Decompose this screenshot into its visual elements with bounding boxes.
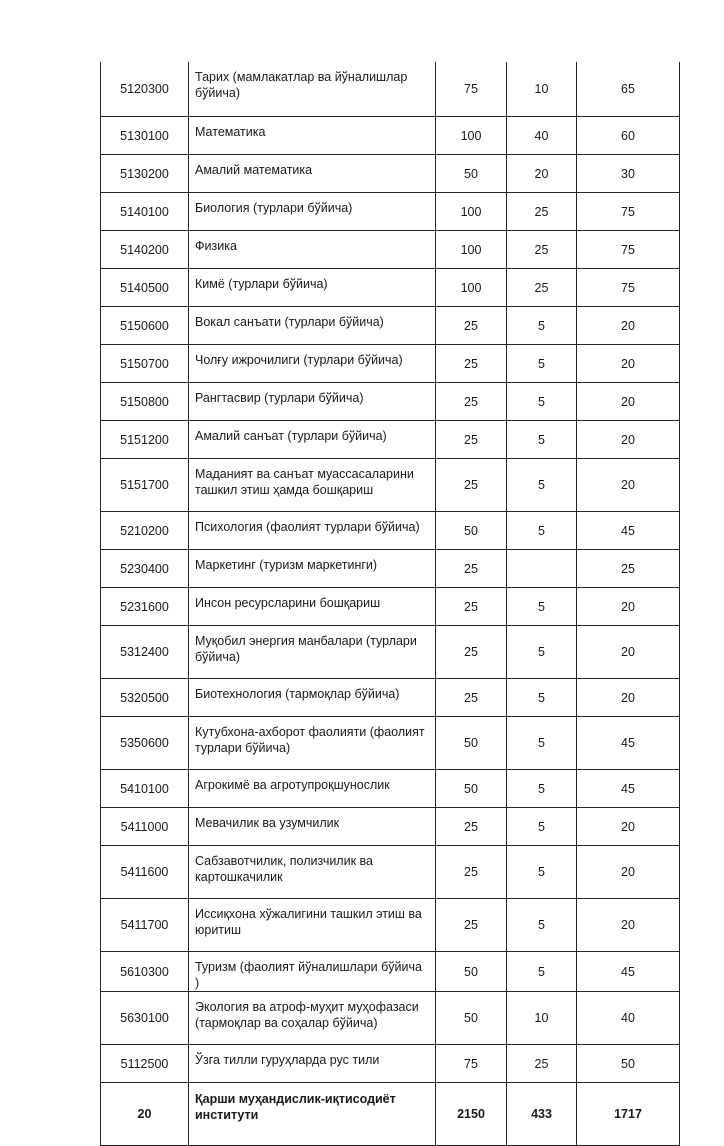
total-cell: 25 <box>436 421 507 459</box>
table-row <box>101 117 680 155</box>
code-cell: 5231600 <box>101 588 189 626</box>
total-name-cell: Қарши муҳандислик-иқтисодиёт институти <box>189 1083 436 1146</box>
contract-cell: 30 <box>577 155 680 193</box>
grant-cell: 40 <box>507 117 577 155</box>
total-contract-cell: 1717 <box>577 1083 680 1146</box>
table-row <box>101 992 680 1045</box>
total-cell: 25 <box>436 307 507 345</box>
grant-cell: 5 <box>507 808 577 846</box>
table-row <box>101 770 680 808</box>
total-cell: 50 <box>436 155 507 193</box>
table-body <box>101 62 680 1146</box>
total-cell: 100 <box>436 231 507 269</box>
total-row <box>101 1083 680 1146</box>
total-cell: 25 <box>436 846 507 899</box>
total-cell: 25 <box>436 588 507 626</box>
total-cell: 25 <box>436 345 507 383</box>
contract-cell: 75 <box>577 231 680 269</box>
table-row <box>101 307 680 345</box>
contract-cell: 20 <box>577 307 680 345</box>
code-cell: 5630100 <box>101 992 189 1045</box>
total-cell: 25 <box>436 383 507 421</box>
contract-cell: 20 <box>577 846 680 899</box>
code-cell: 5140500 <box>101 269 189 307</box>
contract-cell: 60 <box>577 117 680 155</box>
code-cell: 5140100 <box>101 193 189 231</box>
name-cell: Агрокимё ва агротупроқшунослик <box>189 770 436 808</box>
table-row <box>101 62 680 117</box>
total-grant-cell: 433 <box>507 1083 577 1146</box>
contract-cell: 20 <box>577 588 680 626</box>
code-cell: 5312400 <box>101 626 189 679</box>
name-cell: Кутубхона-ахборот фаолияти (фаолият турлари бўйича) <box>189 717 436 770</box>
contract-cell: 40 <box>577 992 680 1045</box>
grant-cell: 10 <box>507 62 577 117</box>
table-row <box>101 1045 680 1083</box>
code-cell: 5150600 <box>101 307 189 345</box>
total-cell: 25 <box>436 459 507 512</box>
grant-cell: 20 <box>507 155 577 193</box>
total-cell: 100 <box>436 117 507 155</box>
code-cell: 5130100 <box>101 117 189 155</box>
contract-cell: 20 <box>577 345 680 383</box>
grant-cell: 5 <box>507 717 577 770</box>
grant-cell: 5 <box>507 421 577 459</box>
table-row <box>101 459 680 512</box>
contract-cell: 25 <box>577 550 680 588</box>
name-cell: Математика <box>189 117 436 155</box>
code-cell: 5411700 <box>101 899 189 952</box>
contract-cell: 65 <box>577 62 680 117</box>
code-cell: 5410100 <box>101 770 189 808</box>
code-cell: 5151700 <box>101 459 189 512</box>
code-cell: 5320500 <box>101 679 189 717</box>
name-cell: Иссиқхона хўжалигини ташкил этиш ва юритиш <box>189 899 436 952</box>
table-row <box>101 269 680 307</box>
grant-cell: 5 <box>507 679 577 717</box>
name-cell: Чолғу ижрочилиги (турлари бўйича) <box>189 345 436 383</box>
name-cell: Мевачилик ва узумчилик <box>189 808 436 846</box>
total-cell: 50 <box>436 992 507 1045</box>
grant-cell: 25 <box>507 269 577 307</box>
name-cell: Сабзавотчилик, полизчилик ва картошкачилик <box>189 846 436 899</box>
table-row <box>101 421 680 459</box>
grant-cell: 5 <box>507 770 577 808</box>
code-cell: 5120300 <box>101 62 189 117</box>
table-row <box>101 952 680 992</box>
name-cell: Кимё (турлари бўйича) <box>189 269 436 307</box>
grant-cell: 25 <box>507 193 577 231</box>
total-cell: 50 <box>436 952 507 992</box>
code-cell: 5150800 <box>101 383 189 421</box>
name-cell: Тарих (мамлакатлар ва йўналишлар бўйича) <box>189 62 436 117</box>
name-cell: Инсон ресурсларини бошқариш <box>189 588 436 626</box>
contract-cell: 45 <box>577 717 680 770</box>
contract-cell: 45 <box>577 952 680 992</box>
grant-cell: 10 <box>507 992 577 1045</box>
grant-cell: 5 <box>507 952 577 992</box>
code-cell: 5411600 <box>101 846 189 899</box>
total-cell: 25 <box>436 899 507 952</box>
total-code-cell: 20 <box>101 1083 189 1146</box>
code-cell: 5150700 <box>101 345 189 383</box>
total-cell: 25 <box>436 550 507 588</box>
total-total-cell: 2150 <box>436 1083 507 1146</box>
code-cell: 5151200 <box>101 421 189 459</box>
name-cell: Вокал санъати (турлари бўйича) <box>189 307 436 345</box>
contract-cell: 20 <box>577 421 680 459</box>
contract-cell: 20 <box>577 383 680 421</box>
name-cell: Амалий санъат (турлари бўйича) <box>189 421 436 459</box>
table-row <box>101 808 680 846</box>
table-row <box>101 717 680 770</box>
name-cell: Физика <box>189 231 436 269</box>
name-cell: Психология (фаолият турлари бўйича) <box>189 512 436 550</box>
table-row <box>101 899 680 952</box>
total-cell: 50 <box>436 770 507 808</box>
code-cell: 5350600 <box>101 717 189 770</box>
grant-cell: 5 <box>507 588 577 626</box>
name-cell: Маданият ва санъат муассасаларини ташкил этиш ҳамда бошқариш <box>189 459 436 512</box>
code-cell: 5610300 <box>101 952 189 992</box>
grant-cell: 25 <box>507 1045 577 1083</box>
contract-cell: 75 <box>577 193 680 231</box>
table-row <box>101 846 680 899</box>
contract-cell: 45 <box>577 770 680 808</box>
grant-cell: 5 <box>507 846 577 899</box>
code-cell: 5230400 <box>101 550 189 588</box>
contract-cell: 20 <box>577 459 680 512</box>
code-cell: 5411000 <box>101 808 189 846</box>
contract-cell: 20 <box>577 808 680 846</box>
total-cell: 25 <box>436 808 507 846</box>
code-cell: 5112500 <box>101 1045 189 1083</box>
grant-cell: 5 <box>507 459 577 512</box>
admission-quota-table <box>100 62 680 1146</box>
contract-cell: 75 <box>577 269 680 307</box>
name-cell: Экология ва атроф-муҳит муҳофазаси (тармоқлар ва соҳалар бўйича) <box>189 992 436 1045</box>
total-cell: 25 <box>436 626 507 679</box>
total-cell: 50 <box>436 512 507 550</box>
name-cell: Биотехнология (тармоқлар бўйича) <box>189 679 436 717</box>
table-row <box>101 679 680 717</box>
grant-cell: 5 <box>507 307 577 345</box>
table-row <box>101 626 680 679</box>
total-cell: 100 <box>436 193 507 231</box>
contract-cell: 20 <box>577 899 680 952</box>
contract-cell: 45 <box>577 512 680 550</box>
grant-cell: 5 <box>507 383 577 421</box>
grant-cell: 5 <box>507 512 577 550</box>
name-cell: Муқобил энергия манбалари (турлари бўйича) <box>189 626 436 679</box>
contract-cell: 50 <box>577 1045 680 1083</box>
name-cell: Ўзга тилли гуруҳларда рус тили <box>189 1045 436 1083</box>
grant-cell: 5 <box>507 345 577 383</box>
total-cell: 50 <box>436 717 507 770</box>
grant-cell: 5 <box>507 899 577 952</box>
total-cell: 75 <box>436 1045 507 1083</box>
table-row <box>101 231 680 269</box>
name-cell: Рангтасвир (турлари бўйича) <box>189 383 436 421</box>
name-cell: Амалий математика <box>189 155 436 193</box>
code-cell: 5210200 <box>101 512 189 550</box>
table-row <box>101 588 680 626</box>
code-cell: 5130200 <box>101 155 189 193</box>
table-row <box>101 512 680 550</box>
table-row <box>101 155 680 193</box>
total-cell: 25 <box>436 679 507 717</box>
contract-cell: 20 <box>577 679 680 717</box>
table-row <box>101 193 680 231</box>
name-cell: Туризм (фаолият йўналишлари бўйича ) <box>189 952 436 992</box>
table-row <box>101 345 680 383</box>
total-cell: 75 <box>436 62 507 117</box>
grant-cell <box>507 550 577 588</box>
table-row <box>101 550 680 588</box>
total-cell: 100 <box>436 269 507 307</box>
grant-cell: 25 <box>507 231 577 269</box>
contract-cell: 20 <box>577 626 680 679</box>
code-cell: 5140200 <box>101 231 189 269</box>
grant-cell: 5 <box>507 626 577 679</box>
table-row <box>101 383 680 421</box>
name-cell: Биология (турлари бўйича) <box>189 193 436 231</box>
name-cell: Маркетинг (туризм маркетинги) <box>189 550 436 588</box>
